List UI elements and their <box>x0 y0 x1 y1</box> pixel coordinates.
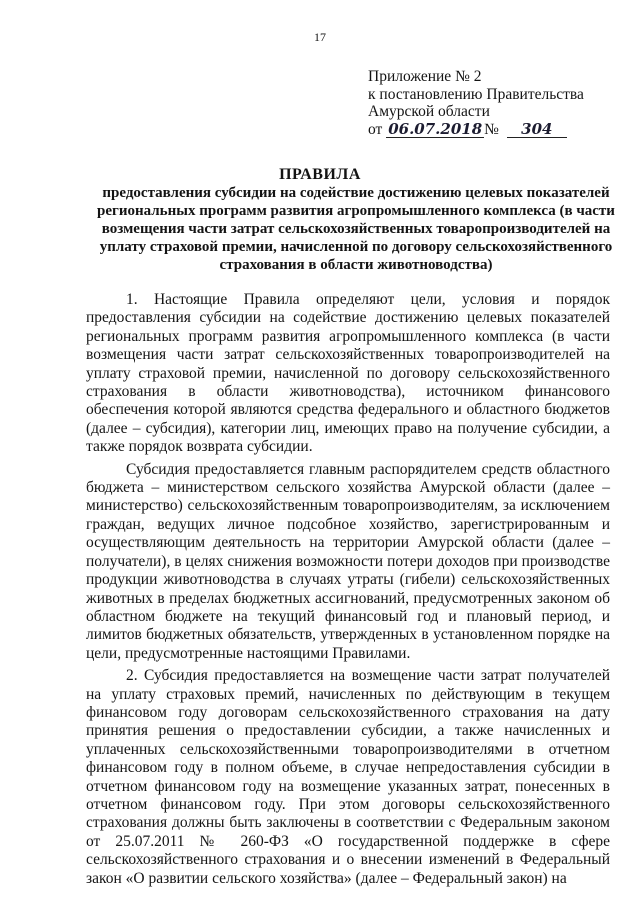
document-title: ПРАВИЛА <box>279 166 361 183</box>
appendix-title: Приложение № 2 <box>368 68 482 85</box>
paragraph-2: Субсидия предоставляется главным распорядителем средств областного бюджета – министерством сельского хозяйства Амурской области (далее – министерство) сельскохозяйственным товаропроизводителям, за исключением граждан, ведущих личное подсобное хозяйство, зарегистрированным и осуществляющим деятельность на территории Амурской области (далее – получатели), в целях снижения возможности потери доходов при производстве продукции животноводства в случаях утраты (гибели) сельскохозяйственных животных в пределах бюджетных ассигнований, предусмотренных законом об областном бюджете на текущий финансовый год и плановый период, и лимитов бюджетных обязательств, утвержденных в установленном порядке на цели, предусмотренные настоящими Правилами. <box>86 460 610 662</box>
document-body <box>86 291 610 888</box>
document-subtitle: предоставления субсидии на содействие достижению целевых показателей региональных программ развития агропромышленного комплекса (в части возмещения части затрат сельскохозяйственных товаропроизводителей на уплату страховой премии, начисленной по договору сельскохозяйственного страхования в области животноводства) <box>97 185 615 273</box>
appendix-region: Амурской области <box>368 103 490 120</box>
page-number: 17 <box>314 30 326 44</box>
handwritten-number: 304 <box>507 122 567 138</box>
appendix-block <box>368 68 584 138</box>
appendix-resolution: к постановлению Правительства <box>368 85 584 103</box>
paragraph-3: 2. Субсидия предоставляется на возмещение части затрат получателей на уплату страховых премий, начисленных по действующим в текущем финансовом году договорам сельскохозяйственного страхования на дату принятия решения о предоставлении субсидии, а также начисленных и уплаченных сельскохозяйственными товаропроизводителями в отчетном финансовом году в полном объеме, в случае непредоставления субсидии в отчетном финансовом году на возмещение указанных затрат, понесенных в отчетном финансовом году. При этом договоры сельскохозяйственного страхования должны быть заключены в соответствии с Федеральным законом от 25.07.2011 № 260-ФЗ «О государственной поддержке в сфере сельскохозяйственного страхования и о внесении изменений в Федеральный закон «О развитии сельского хозяйства» (далее – Федеральный закон) на <box>86 667 610 887</box>
handwritten-date: 06.07.2018 <box>388 119 483 138</box>
paragraph-1: 1. Настоящие Правила определяют цели, условия и порядок предоставления субсидии на содействие достижению целевых показателей региональных программ развития агропромышленного комплекса (в части возмещения части затрат сельскохозяйственных товаропроизводителей на уплату страховой премии, начисленной по договору сельскохозяйственного страхования в области животноводства), источником финансового обеспечения которой являются средства федерального и областного бюджетов (далее – субсидия), категории лиц, имеющих право на получение субсидии, а также порядок возврата субсидии. <box>86 291 610 456</box>
date-prefix: от <box>368 120 383 138</box>
number-prefix: № <box>484 120 499 138</box>
appendix-date-line <box>368 121 584 139</box>
